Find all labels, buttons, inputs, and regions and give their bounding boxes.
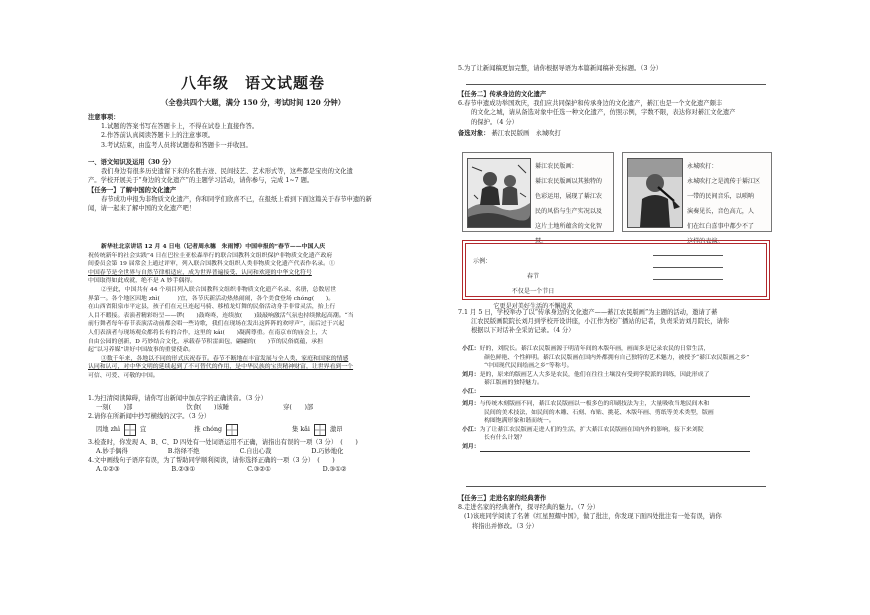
dialog-text: 构图饱满形象和谐而统一。 bbox=[484, 418, 555, 425]
q3-option[interactable]: C.自出心裁 bbox=[239, 447, 272, 455]
news-line: 界第一。各个地区因地 zhì( )宜，各节庆新活动热热闹闹，各个美食登场 chóng( )。 bbox=[88, 295, 335, 302]
interview-answer-line[interactable] bbox=[480, 444, 750, 452]
card2-line: 这样的表演。 bbox=[687, 237, 724, 245]
q4-option[interactable]: D.③①② bbox=[322, 466, 347, 474]
card2-title: 永城吹打： bbox=[687, 163, 718, 171]
woodcut-print-icon bbox=[468, 159, 530, 227]
question-8-block bbox=[458, 494, 786, 531]
q2-item: 因地 zhì bbox=[96, 426, 120, 433]
card-farmer-print bbox=[462, 152, 614, 245]
dialog-text: 民间的美术技法，如民间的木雕、石刻、布贴、挑花、木版年画、剪纸等美术类型，版画 bbox=[484, 409, 714, 416]
dialog-text: “中国现代民间绘画之乡”等称号。 bbox=[484, 363, 573, 370]
card1-line: 綦江农民版画以其独特的 bbox=[535, 177, 603, 185]
dialog-text: 好的，刘院长。綦江农民版画源于明清年间的木版年画，画面多是记录农民的日常生活， bbox=[479, 346, 710, 352]
question-6-block bbox=[458, 90, 786, 138]
q2-item: 激昂 bbox=[329, 426, 343, 433]
exam-title: 八年级 语文试题卷 bbox=[180, 74, 325, 92]
section1-intro-line: 我们身边有很多历史遗留下来的名胜古迹、民间技艺、艺术形式等，这些都是宝贵的文化遗 bbox=[101, 168, 353, 176]
q4-options bbox=[88, 465, 418, 474]
dialog-speaker: 小江： bbox=[462, 345, 480, 352]
card1-line: 民的风俗与生产实况以及 bbox=[535, 207, 603, 215]
writing-grid-box[interactable] bbox=[226, 424, 238, 436]
q2-item: 集 kǎi bbox=[292, 426, 310, 433]
card-farmer-print-text bbox=[535, 157, 611, 252]
question-5: 5.为了让新闻稿更加完整，请你根据导语为本篇新闻稿补充标题。（3 分） bbox=[458, 65, 663, 72]
card1-line: 这片土地所蕴含的文化智 bbox=[535, 222, 603, 230]
q1-item[interactable]: 饮食( )该睡 bbox=[186, 404, 230, 412]
q4-option[interactable]: A.①②③ bbox=[96, 466, 120, 474]
card1-title: 綦江农民版画： bbox=[535, 163, 578, 171]
dialog-text: 与传统木刻版画不同，綦江农民版画以一板多色的印刷技法为主，大量吸收当地民间木和 bbox=[479, 400, 710, 407]
task1-intro-line: 闻，请一起来了解中国的文化遗产吧！ bbox=[88, 205, 196, 213]
q2-item: 推 chóng bbox=[194, 426, 223, 433]
answer-line[interactable] bbox=[653, 267, 723, 268]
task3-heading: 【任务三】走进名家的经典著作 bbox=[458, 495, 547, 502]
dialog-text: 颜色鲜艳、个性鲜明。綦江农民版画在国内外都拥有自己独特的艺术魅力，被授予“綦江农民版画之乡” bbox=[484, 354, 750, 361]
q6-line: 6.春节申遗成功举国欢庆，我们应共同保护和传承身边的文化遗产，綦江也是一个文化遗产颇丰 bbox=[458, 100, 723, 108]
q6-line: 的保护。（4 分） bbox=[471, 118, 518, 126]
task2-heading: 【任务二】传承身边的文化遗产 bbox=[458, 91, 547, 98]
dialog-text: 长有什么计划？ bbox=[484, 435, 526, 442]
dialog-text: 是的，原来的版画艺人大多是农民，他们在往往土壤没有受到学院派的训练，因此形成了 bbox=[479, 371, 710, 378]
card2-line: 们在红白喜事中都少不了 bbox=[687, 222, 755, 230]
interview-answer-line[interactable] bbox=[480, 389, 750, 397]
q8-1-line: (1)该班同学阅读了名著《红星照耀中国》，做了批注，你发现下面四处批注有一处有误，请你 bbox=[464, 513, 722, 521]
example-line: 它更是对美好生活的不懈追求 bbox=[493, 303, 573, 311]
note-item: 3.考试结束，由监考人员将试题卷和答题卡一并收回。 bbox=[101, 141, 252, 149]
answer-line[interactable] bbox=[466, 486, 766, 487]
question-4: 4.文中画线句子语序有误，为了帮助同学顺利阅读，请你选择正确的一项（3 分） ( ) bbox=[88, 457, 335, 465]
exam-subtitle: （全卷共四个大题，满分 150 分，考试时间 120 分钟） bbox=[161, 98, 345, 107]
q3-options bbox=[88, 447, 418, 456]
news-line: 人目不暇接。表演者精彩纷呈——锣( )鼓咚咚，连续放( )鼓敲响激活气氛也持续掀起高潮。“当 bbox=[88, 312, 354, 319]
suona-player-icon bbox=[628, 159, 682, 227]
notes-heading: 注意事项： bbox=[88, 114, 120, 121]
news-article bbox=[88, 243, 418, 381]
questions-1-4 bbox=[88, 394, 418, 474]
farmer-print-image bbox=[467, 158, 531, 228]
q4-option[interactable]: B.②③① bbox=[171, 466, 196, 474]
q2-item: 宜 bbox=[139, 426, 147, 433]
card-suona bbox=[622, 152, 772, 245]
dialog-speaker: 刘月： bbox=[462, 442, 480, 450]
card-suona-text bbox=[687, 157, 769, 252]
writing-grid-box[interactable] bbox=[124, 424, 136, 436]
card2-line: 永城吹打之是流传于綦江区 bbox=[687, 177, 761, 185]
news-line: 自由公园的创新，D 巧妙结合文化，承载春节积雷面包，翩翩的( )节的民俗底蕴，承担 bbox=[88, 338, 324, 345]
q7-line: 江农民版画院院长刘月到学校开设讲座，小江作为校广播站的记者，负责采访刘月院长，请你 bbox=[471, 318, 730, 326]
q7-line: 根据以下对话补全采访记录。（4 分） bbox=[471, 327, 575, 335]
q3-option[interactable]: D.巧妙地化 bbox=[311, 447, 344, 455]
suona-performer-photo bbox=[627, 158, 683, 228]
question-5-block bbox=[458, 64, 786, 73]
card2-line: 一带的民间音乐，以唢呐 bbox=[687, 192, 755, 200]
note-item: 1.试题的答案书写在答题卡上，不得在试卷上直接作答。 bbox=[101, 123, 259, 131]
news-line: ③数千年来，各地以不同的形式庆祝春节。春节不断地在丰富发展与全人类、家庭和国家的情感 bbox=[101, 355, 349, 362]
question-3: 3.检查时，你发现 A、B、C、D 四处有一处词语运用不正确，请指出有误的一项（3 分） ( ) bbox=[88, 438, 358, 446]
q4-option[interactable]: C.③②① bbox=[247, 466, 271, 474]
news-line: 中国春节是全世界与自然节律相适应，成为世界普遍接受、认同和欢迎的中华文化符号 bbox=[88, 269, 312, 276]
q6-line: 的文化之城，请从备选对象中任选一种文化遗产，仿照示例，字数不限，表达你对綦江文化遗产 bbox=[471, 109, 736, 117]
writing-grid-box[interactable] bbox=[314, 424, 326, 436]
q3-option[interactable]: A.妙手偶得 bbox=[96, 447, 128, 455]
q5-answer-line[interactable] bbox=[466, 84, 766, 85]
news-line: 前行舞者每年春节表演活动前都会唱一些诗歌，我们在现场在发出这阵阵的欢呼声”，而后过于兴起 bbox=[88, 321, 345, 328]
q8-1-line: 将指出并修改。（3 分） bbox=[472, 522, 538, 530]
answer-line[interactable] bbox=[653, 279, 723, 280]
dialog-speaker: 小江： bbox=[462, 425, 480, 433]
q3-option[interactable]: B.络绎不绝 bbox=[167, 447, 200, 455]
section1-heading: 一、语文知识及运用（30 分） bbox=[88, 159, 175, 166]
example-line: 春节 bbox=[526, 273, 540, 281]
question-2: 2.请你在所新闻中抄写横线的汉字。（3 分） bbox=[88, 413, 211, 421]
news-line: 人们表演者与现场观众都将长有的合作，这里的 kǎi( )凝满尊重。在南京市的庙会上，大 bbox=[88, 329, 328, 336]
q1-item[interactable]: 穿( )部 bbox=[283, 404, 314, 412]
q1-answer-row bbox=[88, 403, 418, 412]
card1-line: 慧。 bbox=[535, 237, 548, 245]
question-8: 8.走进名家的经典著作，探寻经典的魅力。（7 分） bbox=[458, 504, 600, 512]
example-line: 不仅是一个节日 bbox=[511, 288, 555, 296]
dialog-speaker: 小江： bbox=[462, 387, 480, 395]
news-line: 可信、可爱、可敬的中国。 bbox=[88, 372, 159, 379]
dialog-speaker: 刘月： bbox=[462, 399, 480, 407]
news-line: 祝传统新年的社会实践”4 日在巴拉圭亚松森举行的联合国教科文组织保护非物质文化遗产政府 bbox=[88, 252, 333, 259]
q1-item[interactable]: 一刻( )部 bbox=[96, 404, 133, 412]
dialog-text: 綦江版画的独特魅力。 bbox=[484, 380, 543, 387]
news-line: 间委员会第 19 届常会上通过评审，列入联合国教科文组织人类非物质文化遗产代表作名录。① bbox=[88, 261, 335, 268]
dialog-speaker: 刘月： bbox=[462, 370, 480, 378]
news-line: 中国取得如此成就，绝不是 A 妙手偶得。 bbox=[88, 278, 197, 285]
interview-dialog bbox=[458, 345, 786, 455]
candidates-list: 綦江农民版画 永城吹打 bbox=[491, 129, 561, 137]
section1-intro bbox=[88, 158, 418, 213]
card1-line: 色彩运用，展现了綦江农 bbox=[535, 192, 603, 200]
dialog-text: 为了让綦江农民版画走进人们的生活，扩大綦江农民版画在国内外的影响，接下来刘院 bbox=[479, 426, 704, 433]
card2-line: 演奏见长，音色高亢，人 bbox=[687, 207, 755, 215]
note-item: 2.作答前认真阅读答题卡上的注意事项。 bbox=[101, 132, 215, 140]
news-line: 新华社北京讲话 12 月 4 日电（记者周永穗 朱雨博）中国申报的“春节——中国人庆 bbox=[101, 243, 326, 250]
news-line: ②至此，中国共有 44 个项目列入联合国教科文组织非物质文化遗产名录、名册，总数居世 bbox=[101, 286, 337, 293]
q2-answer-row bbox=[88, 422, 418, 438]
section1-intro-line: 产。学校开展关于“身边的文化遗产”的主题学习活动，请你参与，完成 1~7 题。 bbox=[88, 177, 314, 185]
notes-block bbox=[88, 113, 418, 150]
task1-intro-line: 春节成功申报为非物质文化遗产，你和同学们欣喜不已，在报纸上看到下面这篇关于春节申遗的新 bbox=[101, 195, 372, 203]
example-answer-frame bbox=[462, 237, 770, 311]
question-7-block bbox=[458, 308, 786, 336]
news-line: 起“以习养媒”讲好中国故事的重要使命。 bbox=[88, 347, 195, 354]
task1-heading: 【任务一】了解中国的文化遗产 bbox=[88, 186, 177, 194]
q7-line: 7.1 月 5 日，学校举办了以“传承身边的文化遗产——綦江农民版画”为主题的活动，邀请了綦 bbox=[458, 309, 718, 316]
answer-line[interactable] bbox=[653, 255, 723, 256]
news-line: 认同和认可，对中华文明的延续起到了不可替代的作用，是中华民族的宝贵精神财富，让世界看到一个 bbox=[88, 364, 354, 371]
question-1: 1.为扫清阅读障碍，请你写出新闻中加点字的正确读音。（3 分） bbox=[88, 395, 267, 402]
news-line: 在山西省阳泉市平定县，孩子们在元旦连起马骑、移植龙灯舞的民俗活动身手非常灵活，抬上行 bbox=[88, 304, 336, 311]
example-label: 示例： bbox=[473, 258, 492, 266]
candidates-label: 备选对象： bbox=[458, 129, 490, 137]
